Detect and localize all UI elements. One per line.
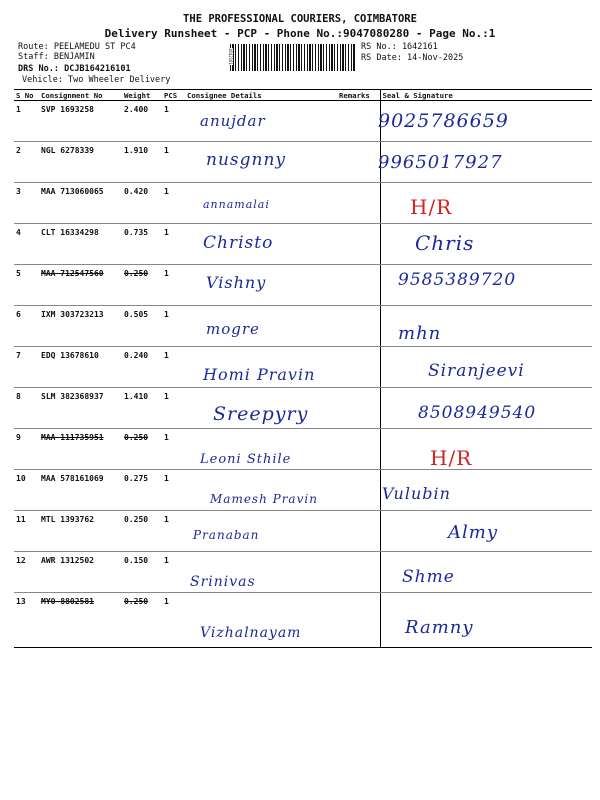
pcs: 1 <box>162 511 185 552</box>
table-row <box>14 306 592 347</box>
pcs: 1 <box>162 183 185 224</box>
consignment-no: AWR 1312502 <box>39 552 122 593</box>
remarks-cell <box>337 101 380 142</box>
table-header <box>14 90 592 101</box>
table-row <box>14 429 592 470</box>
col-remarks: Remarks <box>337 90 380 101</box>
handwritten-consignee: Pranaban <box>193 528 260 542</box>
remarks-cell <box>337 347 380 388</box>
weight: 0.250 <box>122 265 162 306</box>
handwritten-consignee: Vishny <box>206 273 267 292</box>
handwritten-signature: Almy <box>448 522 498 543</box>
sno: 6 <box>14 306 39 347</box>
drs-label: DRS No.: <box>18 64 59 74</box>
handwritten-consignee: annamalai <box>203 198 270 211</box>
pcs: 1 <box>162 552 185 593</box>
weight: 0.240 <box>122 347 162 388</box>
rs-number: RS No.: 1642161 <box>361 42 438 52</box>
handwritten-signature: H/R <box>430 446 473 470</box>
consignment-no: EDQ 13678610 <box>39 347 122 388</box>
company-title: THE PROFESSIONAL COURIERS, COIMBATORE <box>183 13 417 25</box>
pcs: 1 <box>162 347 185 388</box>
handwritten-consignee: Sreepyry <box>213 403 309 425</box>
remarks-cell <box>337 183 380 224</box>
sno: 12 <box>14 552 39 593</box>
consignment-no: CLT 16334298 <box>39 224 122 265</box>
consignment-no: MAA 712547560 <box>39 265 122 306</box>
handwritten-signature: 9585389720 <box>398 270 517 290</box>
handwritten-consignee: mogre <box>206 320 260 338</box>
handwritten-consignee: Srinivas <box>190 574 256 590</box>
handwritten-signature: Siranjeevi <box>428 361 525 381</box>
handwritten-consignee: Leoni Sthile <box>200 452 292 467</box>
consignment-no: SVP 1693258 <box>39 101 122 142</box>
weight: 0.150 <box>122 552 162 593</box>
handwritten-consignee: Vizhalnayam <box>200 625 302 641</box>
remarks-cell <box>337 470 380 511</box>
handwritten-signature: Vulubin <box>382 484 451 503</box>
consignment-no: MAA 578161069 <box>39 470 122 511</box>
staff-text: Staff: BENJAMIN <box>18 52 95 62</box>
barcode-label: 1642161 <box>228 48 233 65</box>
handwritten-signature: mhn <box>398 323 442 344</box>
weight: 0.735 <box>122 224 162 265</box>
table-row <box>14 142 592 183</box>
remarks-cell <box>337 224 380 265</box>
pcs: 1 <box>162 306 185 347</box>
weight: 0.505 <box>122 306 162 347</box>
handwritten-signature: Shme <box>402 567 455 587</box>
runsheet-subtitle: Delivery Runsheet - PCP - Phone No.:9047080280 - Page No.:1 <box>104 27 496 40</box>
weight: 2.400 <box>122 101 162 142</box>
sno: 5 <box>14 265 39 306</box>
pcs: 1 <box>162 101 185 142</box>
consignment-no: MYO 8802581 <box>39 593 122 648</box>
remarks-cell <box>337 388 380 429</box>
table-row <box>14 593 592 648</box>
pcs: 1 <box>162 388 185 429</box>
handwritten-consignee: Mamesh Pravin <box>210 492 318 506</box>
signature-cell <box>380 429 592 470</box>
handwritten-consignee: anujdar <box>200 112 266 130</box>
remarks-cell <box>337 552 380 593</box>
handwritten-signature: H/R <box>410 195 453 219</box>
consignment-no: MTL 1393762 <box>39 511 122 552</box>
pcs: 1 <box>162 593 185 648</box>
route-text: Route: PEELAMEDU ST PC4 <box>18 42 136 52</box>
table-row <box>14 511 592 552</box>
handwritten-signature: 8508949540 <box>418 403 537 423</box>
weight: 0.275 <box>122 470 162 511</box>
consignment-no: NGL 6278339 <box>39 142 122 183</box>
handwritten-signature: Ramny <box>405 617 474 638</box>
sno: 8 <box>14 388 39 429</box>
sno: 2 <box>14 142 39 183</box>
consignment-no: SLM 382368937 <box>39 388 122 429</box>
sno: 7 <box>14 347 39 388</box>
signature-cell <box>380 224 592 265</box>
col-pcs: PCS <box>162 90 185 101</box>
weight: 0.250 <box>122 593 162 648</box>
handwritten-consignee: Christo <box>203 233 274 253</box>
pcs: 1 <box>162 265 185 306</box>
handwritten-signature: 9965017927 <box>378 152 503 173</box>
pcs: 1 <box>162 142 185 183</box>
remarks-cell <box>337 306 380 347</box>
sno: 9 <box>14 429 39 470</box>
sno: 4 <box>14 224 39 265</box>
sno: 3 <box>14 183 39 224</box>
sno: 11 <box>14 511 39 552</box>
consignment-no: MAA 713060065 <box>39 183 122 224</box>
col-weight: Weight <box>122 90 162 101</box>
col-consignee: Consignee Details <box>185 90 337 101</box>
pcs: 1 <box>162 470 185 511</box>
remarks-cell <box>337 429 380 470</box>
pcs: 1 <box>162 429 185 470</box>
barcode <box>230 44 356 71</box>
handwritten-consignee: Homi Pravin <box>203 365 316 384</box>
drs-number <box>18 64 131 74</box>
handwritten-consignee: nusgnny <box>206 150 287 170</box>
col-sno: S No <box>14 90 39 101</box>
handwritten-signature: 9025786659 <box>378 110 509 132</box>
sno: 10 <box>14 470 39 511</box>
remarks-cell <box>337 142 380 183</box>
col-consignment: Consignment No <box>39 90 122 101</box>
sno: 13 <box>14 593 39 648</box>
weight: 1.410 <box>122 388 162 429</box>
consignment-no: MAA 111735951 <box>39 429 122 470</box>
vehicle-text: Vehicle: Two Wheeler Delivery <box>22 75 171 85</box>
remarks-cell <box>337 593 380 648</box>
rs-date: RS Date: 14-Nov-2025 <box>361 53 464 63</box>
remarks-cell <box>337 265 380 306</box>
table-row <box>14 552 592 593</box>
sno: 1 <box>14 101 39 142</box>
weight: 1.910 <box>122 142 162 183</box>
consignment-no: IXM 303723213 <box>39 306 122 347</box>
remarks-cell <box>337 511 380 552</box>
col-signature: Seal & Signature <box>380 90 592 101</box>
weight: 0.250 <box>122 511 162 552</box>
handwritten-signature: Chris <box>415 231 475 255</box>
table-row <box>14 183 592 224</box>
drs-value: DCJB164216101 <box>64 64 131 74</box>
weight: 0.420 <box>122 183 162 224</box>
pcs: 1 <box>162 224 185 265</box>
weight: 0.250 <box>122 429 162 470</box>
table-row <box>14 224 592 265</box>
